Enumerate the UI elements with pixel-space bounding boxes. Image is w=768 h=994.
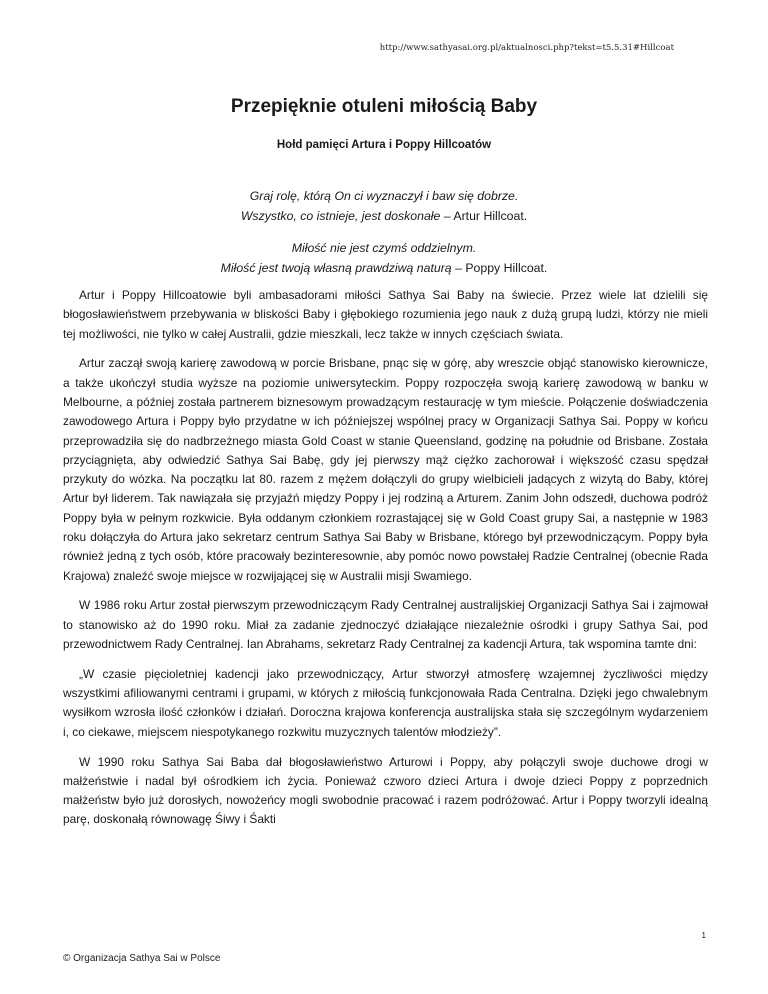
epigraph-line: Miłość nie jest czymś oddzielnym.	[291, 241, 477, 255]
paragraph: Artur zaczął swoją karierę zawodową w porcie Brisbane, pnąc się w górę, aby wreszcie objąć stanowisko kierownicze, a także ukończył studia wyższe na poziomie uniwersyteckim. Poppy rozpoczęła swoją karierę zawodową w banku w Melbourne, a później została partnerem biznesowym prowadzącym restaurację w tym mieście. Połączenie doświadczenia zawodowego Artura i Poppy było przydatne w ich późniejszej wspólnej pracy w Organizacji Sathya Sai. Poppy w końcu przeprowadziła się do nadbrzeżnego miasta Gold Coast w stanie Queensland, godzinę na południe od Brisbane. Została przyciągnięta, aby odwiedzić Sathya Sai Babę, gdy jej pierwszy mąż ciężko zachorował i większość czasu spędzał przykuty do wózka. Na początku lat 80. razem z mężem dołączyli do grupy wielbicieli jadących z wizytą do Baby, której Artur był liderem. Tak nawiązała się przyjaźń między Poppy i jej rodziną a Arturem. Zanim John odszedł, duchowa podróż Poppy była w pełnym rozkwicie. Była oddanym członkiem rozrastającej się w Gold Coast grupy Sai, a następnie w 1983 roku dołączyła do Artura jako sekretarz centrum Sathya Sai Baby w Brisbane, którego był przewodniczącym. Poppy była również jedną z tych osób, które pracowały bezinteresownie, aby pomóc nowo powstałej Radzie Centralnej (obecnie Rada Krajowa) znaleźć swoje miejsce w rozwijającej się w Australii misji Swamiego.	[63, 356, 708, 583]
page-footer: © Organizacja Sathya Sai w Polsce	[63, 953, 221, 964]
epigraph-attribution: – Poppy Hillcoat.	[451, 261, 548, 275]
page-number: 1	[701, 931, 706, 940]
page-title: Przepięknie otuleni miłością Baby	[230, 96, 538, 117]
paragraph: Artur i Poppy Hillcoatowie byli ambasadorami miłości Sathya Sai Baby na świecie. Przez wiele lat dzielili się błogosławieństwem przebywania w bliskości Baby i głębokiego rozumienia jego nauk z dużą grupą ludzi, którzy nie mieli tej możliwości, nie tylko w całej Australii, gdzie mieszkali, lecz także w innych częściach świata.	[63, 288, 708, 341]
epigraph-line: Graj rolę, którą On ci wyznaczył i baw się dobrze.	[249, 189, 519, 203]
page-subtitle: Hołd pamięci Artura i Poppy Hillcoatów	[276, 139, 492, 151]
paragraph: W 1986 roku Artur został pierwszym przewodniczącym Rady Centralnej australijskiej Organizacji Sathya Sai i zajmował to stanowisko aż do 1990 roku. Miał za zadanie zjednoczyć działające niezależnie ośrodki i grupy Sathya Sai, pod przewodnictwem Rady Centralnej. Ian Abrahams, sekretarz Rady Centralnej za kadencji Artura, tak wspomina tamte dni:	[63, 598, 708, 652]
epigraph-attribution: – Artur Hillcoat.	[440, 209, 528, 223]
epigraph-line: Wszystko, co istnieje, jest doskonałe	[240, 209, 441, 223]
epigraph-poppy	[0, 238, 768, 278]
quoted-paragraph: „W czasie pięcioletniej kadencji jako przewodniczący, Artur stworzył atmosferę wzajemnej życzliwości między wszystkimi afiliowanymi centrami i grupami, w których z miłością funkcjonowała Rada Centralna. Dzięki jego chwalebnym wysiłkom wzrosła ilość członków i działań. Doroczna krajowa konferencja australijska stała się szczególnym wydarzeniem i, co ciekawe, miejscem niespotykanego rozkwitu muzycznych talentów młodzieży”.	[63, 666, 708, 739]
article-body	[63, 286, 708, 830]
source-url[interactable]: http://www.sathyasai.org.pl/aktualnosci.php?tekst=t5.5.31#Hillcoat	[379, 43, 674, 53]
epigraph-artur	[0, 186, 768, 226]
epigraph-line: Miłość jest twoją własną prawdziwą naturą	[220, 261, 452, 275]
paragraph: W 1990 roku Sathya Sai Baba dał błogosławieństwo Arturowi i Poppy, aby połączyli swoje duchowe drogi w małżeństwie i nadal był ośrodkiem ich życia. Ponieważ czworo dzieci Artura i dwoje dzieci Poppy z poprzednich małżeństw było już dorosłych, nowożeńcy mogli swobodnie pracować i razem podróżować. Artur i Poppy tworzyli idealną parę, doskonałą równowagę Śiwy i Śakti	[63, 754, 708, 827]
